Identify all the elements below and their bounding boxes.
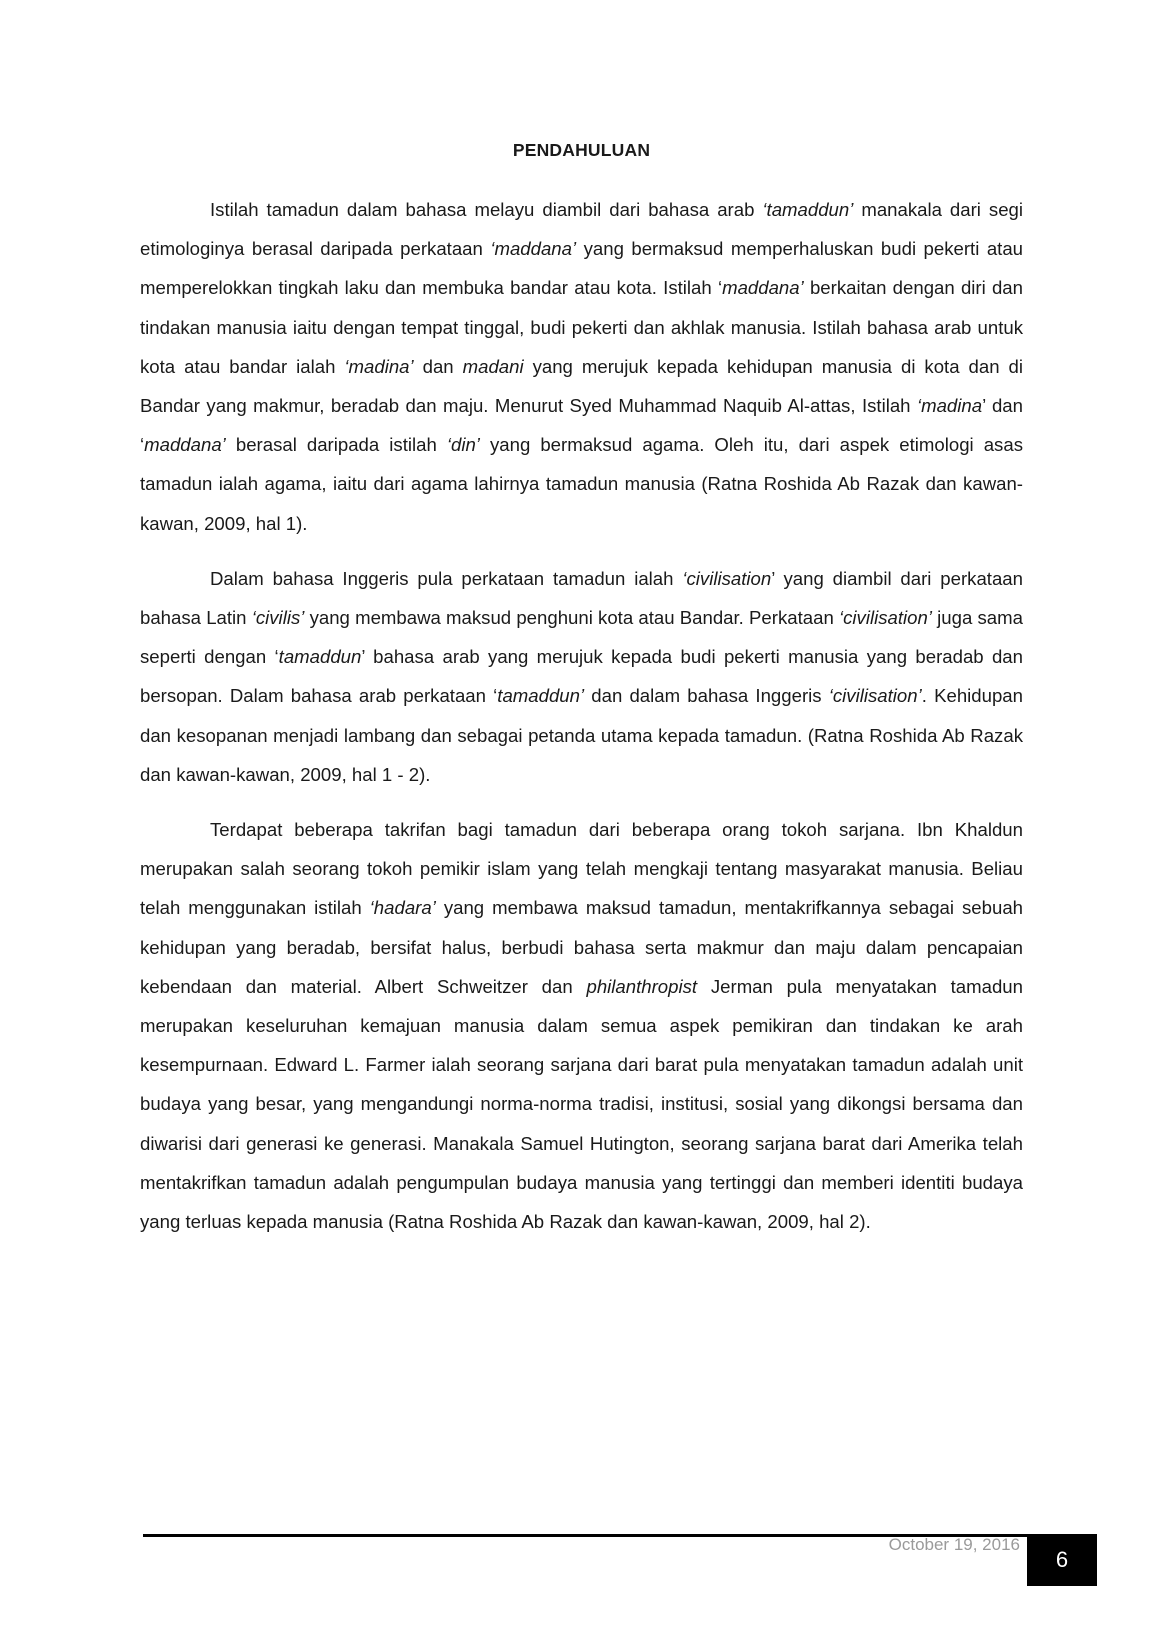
text-run: ’ dan ‘ — [140, 395, 1023, 456]
page-title: PENDAHULUAN — [512, 140, 651, 160]
italic-term: madani — [462, 355, 524, 377]
paragraph-2 — [140, 559, 1023, 794]
text-run: dan dalam bahasa Inggeris — [584, 685, 829, 707]
italic-term: philanthropist — [586, 975, 698, 997]
paragraph-3 — [140, 810, 1023, 1241]
italic-term: tamaddun’ — [497, 685, 585, 707]
text-run: berasal daripada istilah — [225, 434, 447, 456]
text-run: yang merujuk kepada kehidupan manusia di kota dan di Bandar yang makmur, beradab dan maju. Menurut Syed Muhammad Naquib Al-attas, Istilah — [140, 355, 1023, 417]
italic-term: ‘civilisation’ — [828, 685, 922, 707]
text-run: dan — [413, 355, 463, 377]
text-run: Istilah tamadun dalam bahasa melayu diambil dari bahasa arab — [210, 199, 763, 220]
italic-term: ‘civilisation — [682, 567, 772, 589]
text-run: yang bermaksud agama. Oleh itu, dari aspek etimologi asas tamadun ialah agama, iaitu dari agama lahirnya tamadun manusia (Ratna Roshida Ab Razak dan kawan-kawan, 2009, hal 1). — [140, 434, 1023, 534]
italic-term: ‘tamaddun’ — [762, 199, 854, 220]
page-number: 6 — [1027, 1534, 1097, 1586]
italic-term: ‘civilisation’ — [838, 607, 932, 629]
text-run: ’ bahasa arab yang merujuk kepada budi pekerti manusia yang beradab dan bersopan. Dalam bahasa arab perkataan ‘ — [140, 646, 1023, 707]
text-run: . Kehidupan dan kesopanan menjadi lambang dan sebagai petanda utama kepada tamadun. (Ratna Roshida Ab Razak dan kawan-kawan, 2009, hal 1 - 2). — [140, 685, 1023, 785]
italic-term: ‘maddana’ — [490, 238, 577, 260]
italic-term: ‘madina — [916, 395, 983, 417]
text-run: Jerman pula menyatakan tamadun merupakan keseluruhan kemajuan manusia dalam semua aspek pemikiran dan tindakan ke arah kesempurnaan. Edward L. Farmer ialah seorang sarjana dari barat pula menyatakan tamadun adalah unit budaya yang besar, yang mengandungi norma-norma tradisi, institusi, sosial yang dikongsi bersama dan diwarisi dari generasi ke generasi. Manakala Samuel Hutington, seorang sarjana barat dari Amerika telah mentakrifkan tamadun adalah pengumpulan budaya manusia yang tertinggi dan memberi identiti budaya yang terluas kepada manusia (Ratna Roshida Ab Razak dan kawan-kawan, 2009, hal 2). — [140, 975, 1023, 1233]
italic-term: maddana’ — [144, 434, 226, 456]
text-run: berkaitan dengan diri dan tindakan manusia iaitu dengan tempat tinggal, budi pekerti dan akhlak manusia. Istilah bahasa arab untuk kota atau bandar ialah — [140, 277, 1023, 377]
text-run: yang membawa maksud penghuni kota atau Bandar. Perkataan — [304, 607, 839, 629]
text-run: Dalam bahasa Inggeris pula perkataan tamadun ialah — [210, 567, 683, 589]
italic-term: ‘din’ — [446, 434, 480, 456]
italic-term: ‘hadara’ — [369, 897, 436, 919]
text-run: Terdapat beberapa takrifan bagi tamadun dari beberapa orang tokoh sarjana. Ibn Khaldun merupakan salah seorang tokoh pemikir islam yang telah mengkaji tentang masyarakat manusia. Beliau telah menggunakan istilah — [140, 819, 1023, 919]
body-text — [140, 190, 1023, 1257]
text-run: yang bermaksud memperhaluskan budi pekerti atau memperelokkan tingkah laku dan membuka bandar atau kota. Istilah ‘ — [140, 238, 1024, 299]
italic-term: maddana’ — [722, 277, 804, 299]
text-run: yang membawa maksud tamadun, mentakrifkannya sebagai sebuah kehidupan yang beradab, bersifat halus, berbudi bahasa serta makmur dan maju dalam pencapaian kebendaan dan material. Albert Schweitzer dan — [140, 897, 1024, 997]
italic-term: ‘madina’ — [344, 355, 414, 377]
text-run: juga sama seperti dengan ‘ — [140, 607, 1023, 668]
italic-term: ‘civilis’ — [251, 607, 305, 629]
text-run: ’ yang diambil dari perkataan bahasa Latin — [140, 567, 1023, 629]
footer-date: October 19, 2016 — [888, 1535, 1020, 1554]
text-run: manakala dari segi etimologinya berasal daripada perkataan — [140, 199, 1024, 260]
italic-term: tamaddun — [278, 646, 362, 668]
paragraph-1 — [140, 190, 1023, 543]
